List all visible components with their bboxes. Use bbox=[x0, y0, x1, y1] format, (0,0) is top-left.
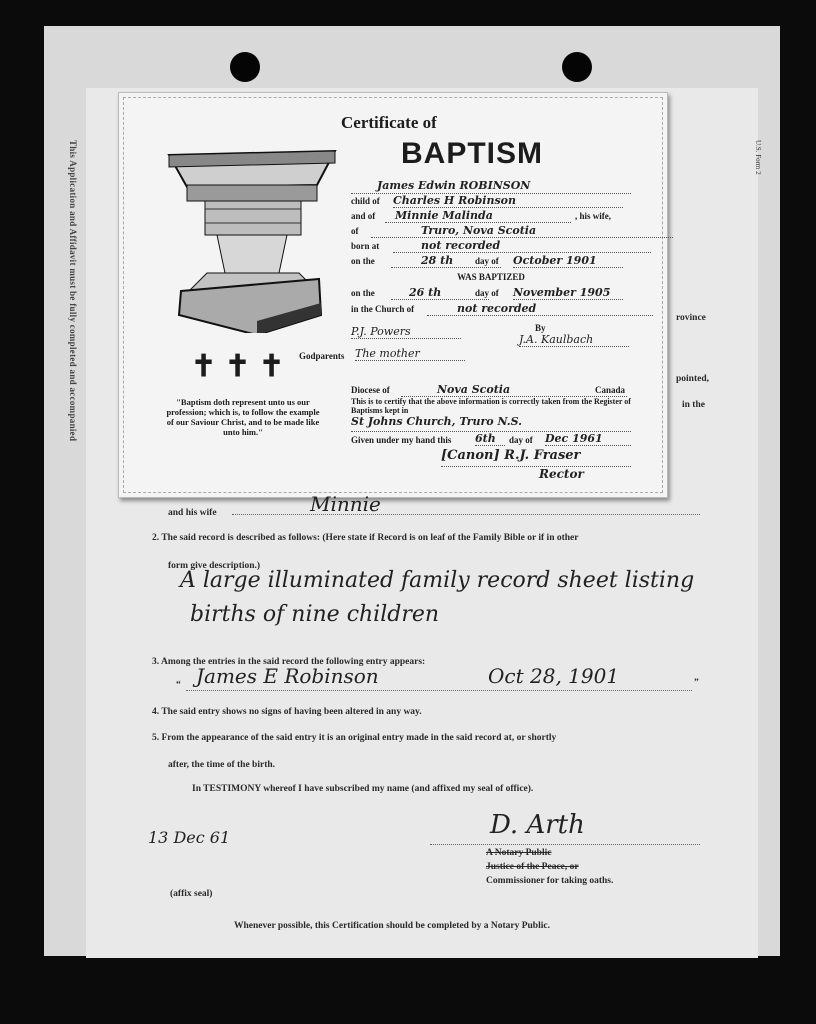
register-place-field: St Johns Church, Truro N.S. bbox=[351, 415, 631, 432]
baptism-month-field: November 1905 bbox=[513, 286, 623, 300]
item-5-text: 5. From the appearance of the said entry it is an original entry made in the said record at, or shortly bbox=[152, 733, 557, 743]
canada-label: Canada bbox=[595, 385, 626, 395]
item-2-continued: form give description.) bbox=[168, 561, 261, 571]
church-field: not recorded bbox=[427, 302, 653, 316]
entry-name-field: James E Robinson bbox=[196, 664, 379, 688]
entry-line bbox=[186, 688, 692, 691]
name-field: James Edwin ROBINSON bbox=[351, 179, 631, 194]
item-5-continued: after, the time of the birth. bbox=[168, 760, 276, 770]
baptism-quote: "Baptism doth represent unto us our profession; which is, to follow the example of our Saviour Christ, and to be made like unto him." bbox=[166, 397, 320, 437]
form-number-label: U.S. Form 2 bbox=[754, 140, 762, 175]
child-of-label: child of bbox=[351, 196, 380, 206]
item-3-text: 3. Among the entries in the said record the following entry appears: bbox=[152, 657, 426, 667]
item-4-text: 4. The said entry shows no signs of having been altered in any way. bbox=[152, 707, 422, 717]
day-of-label: day of bbox=[475, 256, 499, 266]
cross-icon: ✝ bbox=[259, 350, 285, 383]
birth-month-field: October 1901 bbox=[513, 254, 623, 268]
official-signature: D. Arth bbox=[490, 810, 585, 840]
close-quote: ” bbox=[694, 678, 699, 688]
certificate-title: BAPTISM bbox=[401, 137, 543, 170]
affix-seal-label: (affix seal) bbox=[170, 889, 213, 899]
record-description-line-1: A large illuminated family record sheet listing bbox=[180, 568, 695, 593]
day-of-label: day of bbox=[509, 435, 533, 445]
margin-word-3: in the bbox=[682, 400, 705, 410]
born-at-label: born at bbox=[351, 241, 380, 251]
baptismal-font-illustration bbox=[167, 143, 337, 333]
of-label: of bbox=[351, 226, 359, 236]
open-quote: “ bbox=[176, 680, 181, 690]
wife-name-field: Minnie bbox=[310, 492, 381, 516]
on-the-label: on the bbox=[351, 256, 375, 266]
certify-text: This is to certify that the above information is correctly taken from the Register of Baptisms kept in bbox=[351, 397, 631, 415]
given-day-field: 6th bbox=[475, 432, 505, 446]
margin-word-2: pointed, bbox=[676, 374, 709, 384]
father-field: Charles H Robinson bbox=[393, 194, 623, 208]
cross-icon: ✝ bbox=[191, 350, 217, 383]
was-baptized-heading: WAS BAPTIZED bbox=[457, 272, 525, 282]
item-2-text: 2. The said record is described as follows: (Here state if Record is on leaf of the Family Bible or if in other bbox=[152, 533, 579, 543]
signing-date: 13 Dec 61 bbox=[148, 828, 231, 847]
signature-line bbox=[430, 842, 700, 845]
cross-icon: ✝ bbox=[225, 350, 251, 383]
on-the-label: on the bbox=[351, 288, 375, 298]
role-commissioner: Commissioner for taking oaths. bbox=[486, 876, 614, 886]
diocese-label: Diocese of bbox=[351, 385, 390, 395]
baptism-certificate bbox=[118, 92, 668, 498]
wife-line bbox=[232, 512, 700, 515]
baptism-day-field: 26 th bbox=[391, 286, 489, 300]
hole-punch-right-icon bbox=[562, 52, 592, 82]
rector-signature: [Canon] R.J. Fraser bbox=[441, 448, 631, 467]
diocese-field: Nova Scotia bbox=[401, 383, 627, 397]
and-of-label: and of bbox=[351, 211, 376, 221]
godparent-1-field: P.J. Powers bbox=[351, 325, 461, 339]
record-description-line-2: births of nine children bbox=[190, 602, 440, 627]
birth-day-field: 28 th bbox=[391, 254, 501, 268]
left-margin-text: This Application and Affidavit must be fully completed and accompanied bbox=[68, 140, 78, 442]
church-label: in the Church of bbox=[351, 304, 415, 314]
hole-punch-left-icon bbox=[230, 52, 260, 82]
his-wife-label: , his wife, bbox=[575, 211, 611, 221]
godparent-2-field: The mother bbox=[355, 347, 465, 361]
given-month-field: Dec 1961 bbox=[545, 432, 631, 446]
by-label: By bbox=[535, 323, 546, 333]
and-his-wife-label: and his wife bbox=[168, 508, 217, 518]
godparents-label: Godparents bbox=[299, 351, 345, 361]
role-justice: Justice of the Peace, or bbox=[486, 862, 579, 872]
footer-note: Whenever possible, this Certification should be completed by a Notary Public. bbox=[234, 921, 550, 931]
born-at-field: not recorded bbox=[393, 239, 651, 253]
margin-word-1: rovince bbox=[676, 313, 706, 323]
rector-title: Rector bbox=[539, 467, 584, 481]
place-field: Truro, Nova Scotia bbox=[371, 224, 673, 238]
entry-date-field: Oct 28, 1901 bbox=[488, 664, 620, 688]
given-label: Given under my hand this bbox=[351, 435, 452, 445]
officiant-field: J.A. Kaulbach bbox=[519, 333, 629, 347]
role-notary: A Notary Public bbox=[486, 848, 552, 858]
testimony-text: In TESTIMONY whereof I have subscribed my name (and affixed my seal of office). bbox=[192, 784, 534, 794]
mother-field: Minnie Malinda bbox=[385, 209, 571, 223]
certificate-title-small: Certificate of bbox=[341, 113, 437, 132]
day-of-label: day of bbox=[475, 288, 499, 298]
